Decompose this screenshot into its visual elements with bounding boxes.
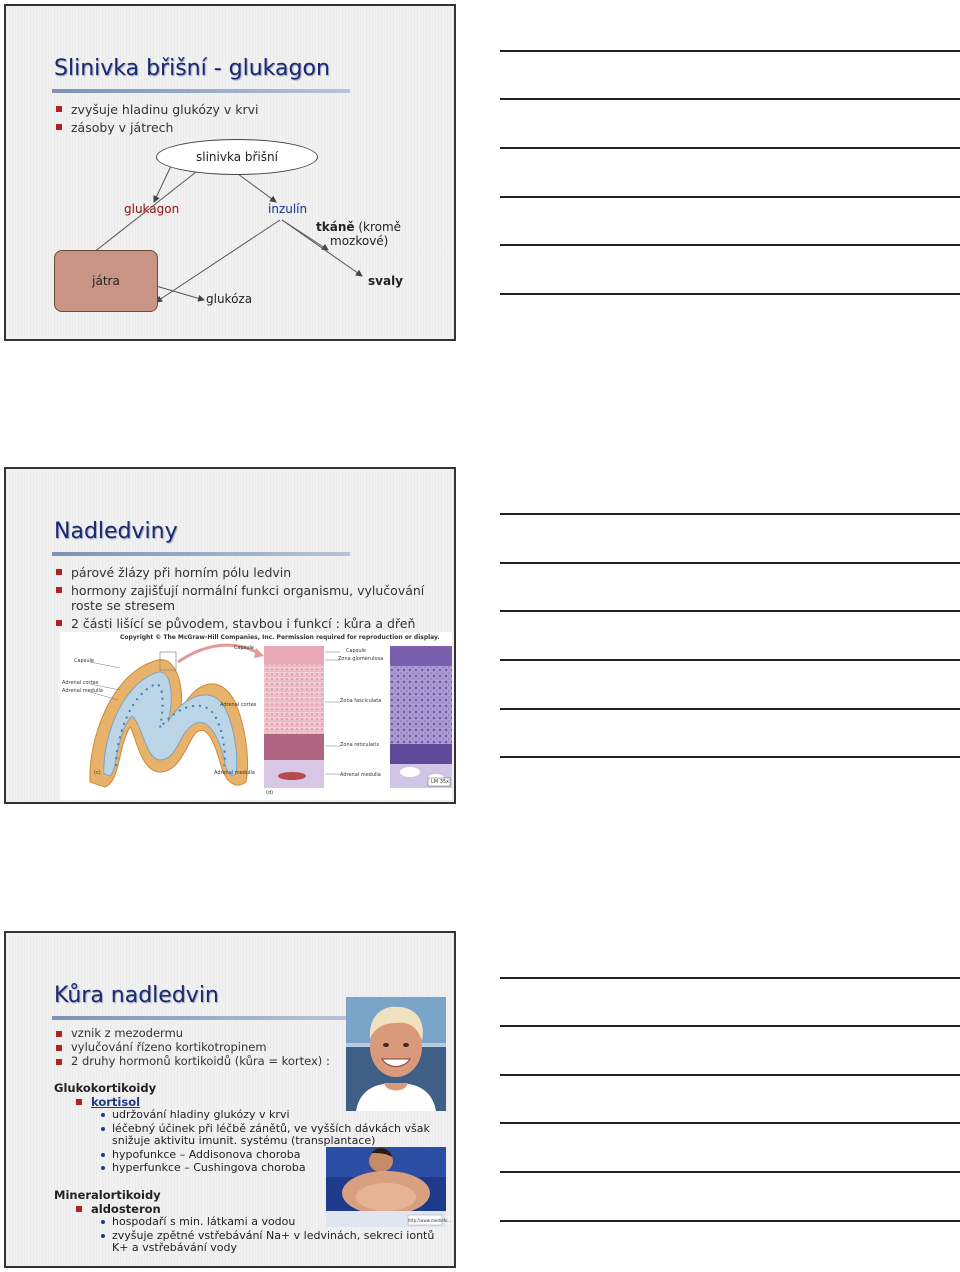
label-adrenal-cortex: Adrenal cortex [62, 680, 99, 686]
patient-face-photo [346, 997, 446, 1111]
pancreas-node: slinivka břišní [156, 139, 318, 175]
label-adrenal-medulla: Adrenal medulla [62, 688, 103, 694]
note-line [500, 1122, 960, 1124]
label-magnification: LM 35x [431, 779, 450, 785]
bullet-list [56, 565, 441, 634]
note-line [500, 1074, 960, 1076]
muscles-label: svaly [368, 274, 403, 288]
label-adrenal-medulla-bottom: Adrenal medulla [214, 770, 255, 776]
slide-adrenal-cortex [4, 931, 456, 1268]
slide-title: Nadledviny [54, 519, 178, 544]
square-bullet-icon [56, 1031, 62, 1037]
bullet-item: vylučování řízeno kortikotropinem [56, 1041, 330, 1054]
note-line [500, 562, 960, 564]
label-zona-fasciculata: Zona fasciculata [340, 698, 382, 704]
note-line [500, 147, 960, 149]
square-bullet-icon [56, 569, 62, 575]
list-item: hypofunkce – Addisonova choroba [100, 1149, 450, 1162]
note-line [500, 1220, 960, 1222]
square-bullet-icon [56, 587, 62, 593]
cortisol-item: kortisol [76, 1095, 140, 1109]
square-bullet-icon [76, 1099, 82, 1105]
bullet-list [56, 1027, 330, 1069]
label-capsule: Capsule [74, 658, 94, 664]
adrenal-illustration [60, 632, 452, 800]
tissues-label-line2: mozkové) [330, 234, 389, 248]
patient-illustration [326, 1147, 452, 1227]
liver-node: játra [54, 250, 158, 312]
glucocorticoids-heading: Glukokortikoidy [54, 1081, 157, 1095]
note-line [500, 1025, 960, 1027]
bullet-item: zvyšuje hladinu glukózy v krvi [56, 102, 259, 117]
figure-copyright: Copyright © The McGraw-Hill Companies, Inc. Permission required for reproduction or display. [120, 634, 440, 641]
bullet-item: hormony zajišťují normální funkci organismu, vylučování roste se stresem [56, 583, 441, 613]
note-line [500, 98, 960, 100]
note-line [500, 50, 960, 52]
slide-pancreas-glucagon [4, 4, 456, 341]
bullet-item: 2 části lišící se původem, stavbou i funkcí : kůra a dřeň [56, 616, 441, 631]
label-zona-glomerulosa: Zona glomerulosa [338, 656, 384, 662]
square-bullet-icon [56, 1045, 62, 1051]
list-item: zvyšuje zpětné vstřebávání Na+ v ledvinách, sekreci iontů K+ a vstřebávání vody [100, 1230, 450, 1255]
note-line [500, 756, 960, 758]
square-bullet-icon [56, 620, 62, 626]
adrenal-histology-figure [60, 632, 452, 800]
note-line [500, 513, 960, 515]
label-zona-reticularis: Zona reticularis [340, 742, 380, 748]
note-line [500, 196, 960, 198]
label-adrenal-cortex-mid: Adrenal cortex [220, 702, 257, 708]
slide-adrenal-glands [4, 467, 456, 804]
slide-title: Kůra nadledvin [54, 983, 219, 1008]
label-panel-d: (d) [266, 790, 274, 796]
note-line [500, 293, 960, 295]
list-item: léčebný účinek při léčbě zánětů, ve vyšších dávkách však snižuje aktivitu imunit. systému (transplantace) [100, 1123, 450, 1148]
aldosterone-item: aldosteron [76, 1202, 161, 1216]
bullet-item: zásoby v játrech [56, 120, 259, 135]
label-capsule-mid: Capsule [234, 645, 254, 651]
note-line [500, 244, 960, 246]
label-panel-c: (c) [94, 770, 101, 776]
glucose-label: glukóza [206, 292, 253, 306]
tissues-label: tkáně (kromě [316, 220, 402, 234]
photo-caption: http://www.medinfo... [408, 1218, 452, 1223]
list-item: hyperfunkce – Cushingova choroba [100, 1162, 450, 1175]
face-illustration [346, 997, 446, 1111]
insulin-label: inzulín [268, 202, 308, 216]
note-line [500, 610, 960, 612]
note-line [500, 977, 960, 979]
square-bullet-icon [76, 1206, 82, 1212]
glucagon-label: glukagon [124, 202, 180, 216]
bullet-item: 2 druhy hormonů kortikoidů (kůra = kortex) : [56, 1055, 330, 1068]
bullet-item: párové žlázy při horním pólu ledvin [56, 565, 441, 580]
list-item: hospodaří s min. látkami a vodou [100, 1216, 450, 1229]
slide-title: Slinivka břišní - glukagon [54, 56, 330, 81]
note-line [500, 1171, 960, 1173]
mineralocorticoids-heading: Mineralortikoidy [54, 1188, 161, 1202]
bullet-item: vznik z mezodermu [56, 1027, 330, 1040]
square-bullet-icon [56, 1059, 62, 1065]
note-line [500, 659, 960, 661]
label-capsule-right: Capsule [346, 648, 366, 654]
patient-body-photo [326, 1147, 452, 1227]
list-item: udržování hladiny glukózy v krvi [100, 1109, 450, 1122]
title-underline [52, 552, 350, 556]
label-adrenal-medulla-right: Adrenal medulla [340, 772, 381, 778]
note-line [500, 708, 960, 710]
title-underline [52, 1016, 350, 1020]
